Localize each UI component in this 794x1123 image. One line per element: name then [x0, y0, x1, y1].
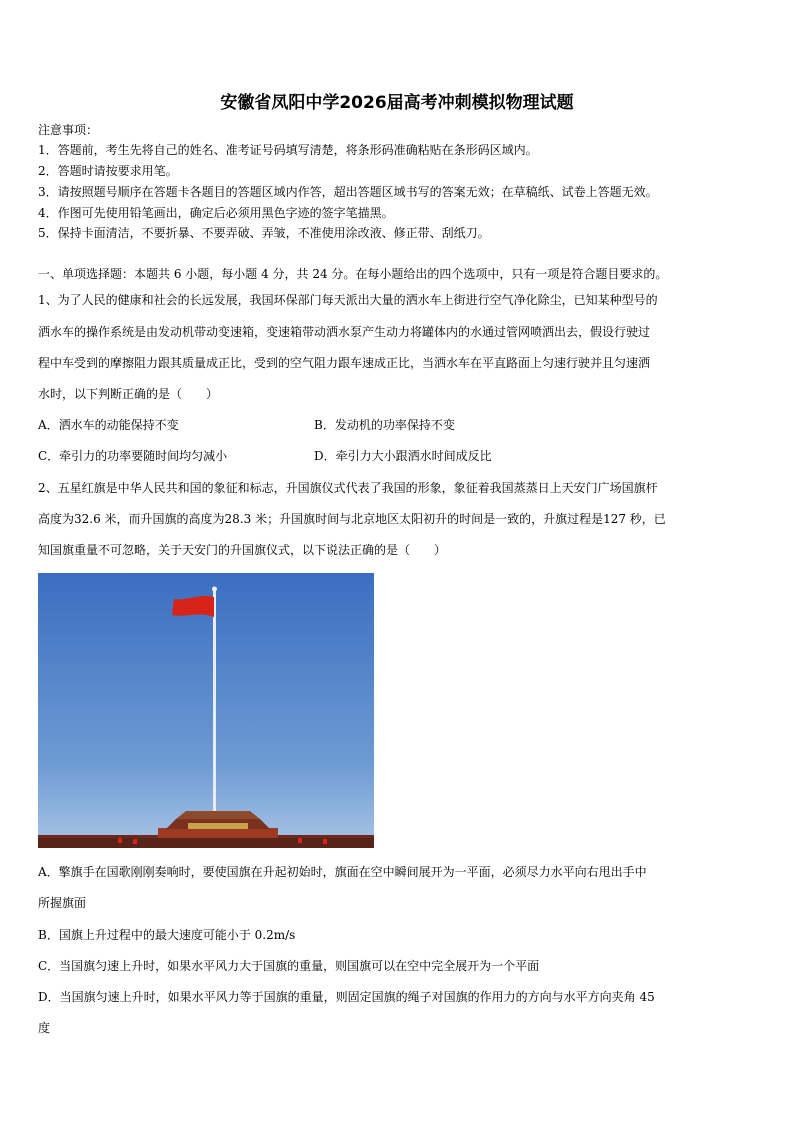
- q2-option-d: D．当国旗匀速上升时，如果水平风力等于国旗的重量，则固定国旗的绳子对国旗的作用力的方向与水平方向夹角 45: [38, 990, 655, 1004]
- tiananmen-flag-image: [38, 573, 374, 848]
- q1-option-c: C．牵引力的功率要随时间均匀减小: [38, 449, 228, 463]
- question-1-line: 洒水车的操作系统是由发动机带动变速箱，变速箱带动洒水泵产生动力将罐体内的水通过管网喷洒出去，假设行驶过: [38, 325, 651, 339]
- flagpole: [213, 589, 216, 848]
- q1-option-a: A．洒水车的动能保持不变: [38, 418, 179, 432]
- notice-item: 2．答题时请按要求用笔。: [38, 164, 178, 178]
- question-2-line: 知国旗重量不可忽略，关于天安门的升国旗仪式，以下说法正确的是（ ）: [38, 543, 447, 557]
- q1-option-b: B．发动机的功率保持不变: [314, 418, 455, 432]
- notice-item: 5．保持卡面清洁，不要折暴、不要弄破、弄皱，不准使用涂改液、修正带、刮纸刀。: [38, 226, 490, 240]
- q2-option-d-cont: 度: [38, 1021, 51, 1035]
- notice-item: 1．答题前，考生先将自己的姓名、准考证号码填写清楚，将条形码准确粘贴在条形码区域内。: [38, 143, 538, 157]
- section-heading: 一、单项选择题：本题共 6 小题，每小题 4 分，共 24 分。在每小题给出的四个选项中，只有一项是符合题目要求的。: [38, 267, 668, 281]
- question-1-line: 1、为了人民的健康和社会的长远发展，我国环保部门每天派出大量的洒水车上街进行空气净化除尘，已知某种型号的: [38, 293, 658, 307]
- question-2-line: 2、五星红旗是中华人民共和国的象征和标志，升国旗仪式代表了我国的形象，象征着我国蒸蒸日上天安门广场国旗杆: [38, 481, 658, 495]
- q2-option-c: C．当国旗匀速上升时，如果水平风力大于国旗的重量，则国旗可以在空中完全展开为一个平面: [38, 959, 540, 973]
- page-title: 安徽省凤阳中学2026届高考冲刺模拟物理试题: [220, 93, 574, 113]
- q2-option-b: B．国旗上升过程中的最大速度可能小于 0.2m/s: [38, 928, 296, 942]
- notice-heading: 注意事项：: [38, 123, 99, 137]
- q2-option-a: A．擎旗手在国歌刚刚奏响时，要使国旗在升起初始时，旗面在空中瞬间展开为一平面，必须尽力水平向右甩出手中: [38, 865, 647, 879]
- notice-item: 3．请按照题号顺序在答题卡各题目的答题区域内作答，超出答题区域书写的答案无效；在草稿纸、试卷上答题无效。: [38, 185, 658, 199]
- question-2-line: 高度为32.6 米，而升国旗的高度为28.3 米；升国旗时间与北京地区太阳初升的时间是一致的，升旗过程是127 秒，已: [38, 512, 666, 526]
- question-1-line: 水时，以下判断正确的是（ ）: [38, 387, 219, 401]
- flagpole-top: [212, 587, 217, 592]
- notice-item: 4．作图可先使用铅笔画出，确定后必须用黑色字迹的签字笔描黑。: [38, 206, 394, 220]
- flag-raising-photo: [38, 573, 374, 848]
- q2-option-a-cont: 所握旗面: [38, 896, 87, 910]
- q1-option-d: D．牵引力大小跟洒水时间成反比: [314, 449, 492, 463]
- question-1-line: 程中车受到的摩擦阻力跟其质量成正比，受到的空气阻力跟车速成正比，当洒水车在平直路面上匀速行驶并且匀速洒: [38, 356, 651, 370]
